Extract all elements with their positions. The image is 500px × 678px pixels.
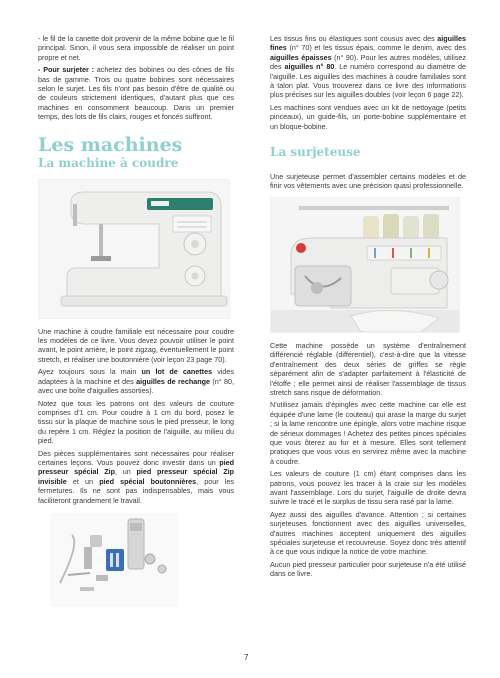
seam-values-paragraph: Les valeurs de couture (1 cm) étant comprises dans les patrons, vous pouvez les tracer à la craie sur les modèles avant l'assemblage. Lors du surjet, l'aiguille de droite devra suivre le tracé et le surplus de tissu sera rasé par la lame. [270,469,466,507]
parts-bold-1: pied presseur spécial Zip [38,457,234,477]
seam-allowance-paragraph: Notez que tous les patrons ont des valeurs de couture comprises d'1 cm. Pour coudre à 1 cm du bord, posez le tissu sur la plaque de machine sous le pied presseur, le long du repère 1 cm. Réglez la position de l'aiguille, au milieu du pied. [38,398,234,446]
parts-bold-3: pied spécial boutonnières [99,476,197,486]
serging-lead: - Pour surjeter : [38,65,94,75]
needles-bold-1: aiguilles fines [270,34,466,53]
serging-text: achetez des bobines ou des cônes de fils bas de gamme. Trois ou quatre bobines sont nécessaires selon le surjet. Les fils n'ont pas besoin d'être de qualité ou de couleurs strictement identiques, d'autant plus que ces machines en consomment beaucoup. Dans un premier temps, des lots de fils clairs, rouges et foncés suffiront. [38,65,234,122]
parts-text-e: , pour les fermetures. Ils ne sont pas indispensables, mais vous faciliteront grandement le travail. [38,476,234,505]
machine-intro-paragraph: Une machine à coudre familiale est nécessaire pour coudre les modèles de ce livre. Vous devez pouvoir utiliser le point avant, le point arrière, le point zigzag, éventuellement le point stretch, et réaliser une boutonnière (voir leçon 23 page 70). [38,326,234,364]
bobbins-bold-1: un lot de canettes [141,367,213,377]
bobbins-text-d: (n° 80, avec une boîte d'aiguilles assorties). [38,376,234,396]
presser-feet-photo [50,513,178,607]
presser-foot-note-paragraph: Aucun pied presseur particulier pour surjeteuse n'a été utilisé dans ce livre. [270,559,466,579]
serger-intro-paragraph: Une surjeteuse permet d'assembler certains modèles et de finir vos vêtements avec une précision quasi professionnelle. [270,172,466,191]
needles-bold-3: aiguilles n° 80 [284,62,335,72]
kit-paragraph: Les machines sont vendues avec un kit de nettoyage (petits pinceaux), un guide-fils, un porte-bobine supplémentaire et un bloque-bobine. [270,102,466,131]
extra-parts-paragraph [38,449,234,505]
needles-text-c: (n° 70) et les tissus épais, comme le denim, avec des [286,43,466,53]
needles-text-d: (n° 90). Pour les autres modèles, utilisez des [270,52,466,72]
subheading-serger: La surjeteuse [270,145,361,160]
left-column [38,34,234,607]
differential-feed-paragraph: Cette machine possède un système d'entraînement différencié réglable (différentiel), c'est-à-dire que la vitesse d'entraînement des deux séries de griffes se règle séparément afin de s'adapter parfaitement à l'élasticité de l'étoffe ; elle permet ainsi de réaliser l'assemblage de tissus stretch sans risque de déformation. [270,340,466,397]
right-column [270,34,466,582]
needles-paragraph [270,34,466,100]
serger-needles-paragraph: Ayez aussi des aiguilles d'avance. Attention ; si certaines surjeteuses fonctionnent avec des aiguilles universelles, d'autres machines acceptent uniquement des aiguilles spéciales surjeteuse et recouvreuse. Soyez donc très attentif à ce que vous indique la notice de votre machine. [270,509,466,557]
needles-text-a: Les tissus fins ou élastiques sont cousus avec des [270,34,438,43]
parts-bold-2: pied presseur spécial Zip invisible [38,467,234,486]
serger-photo [270,197,460,333]
thread-note-paragraph: - le fil de la canette doit provenir de la même bobine que le fil principal. Sinon, il vous sera impossible de réaliser un point propre et net. [38,34,234,62]
bobbins-bold-2: aiguilles de rechange [136,376,210,386]
parts-text-d: et un [66,476,100,486]
page-number: 7 [244,653,249,662]
parts-text-c: , un [115,467,137,477]
pins-warning-paragraph: N'utilisez jamais d'épingles avec cette machine car elle est équipée d'une lame (le couteau) qui arase la marge du surjet ; si la lame rencontre une épingle, alors votre machine risque de sérieux dommages ! Achetez des petites pinces spéciales que vous ôterez au fur et à mesure. Elles sont tellement pratiques que vous vous en servirez même avec la machine à coudre. [270,400,466,466]
serging-thread-paragraph [38,65,234,121]
needles-text-e: . Le numéro correspond au diamètre de l'aiguille. Les aiguilles des machines à coudre familiales sont à talon plat. Vous trouverez dans ce livre des informations plus précises sur les aiguilles doubles (voir leçon 6 page 22). [270,62,466,100]
bobbins-paragraph [38,367,234,395]
subheading-sewing-machine: La machine à coudre [38,155,179,170]
sewing-machine-photo [38,179,230,319]
bobbins-text-a: Ayez toujours sous la main [38,367,142,377]
needles-bold-2: aiguilles épaisses [270,52,332,62]
parts-text-a: Des pièces supplémentaires sont nécessaires pour réaliser certaines leçons. Vous pouvez donc investir dans un [38,448,234,467]
section-heading-machines: Les machines [38,133,183,156]
bobbins-text-c: vides adaptées à la machine et des [38,367,235,386]
